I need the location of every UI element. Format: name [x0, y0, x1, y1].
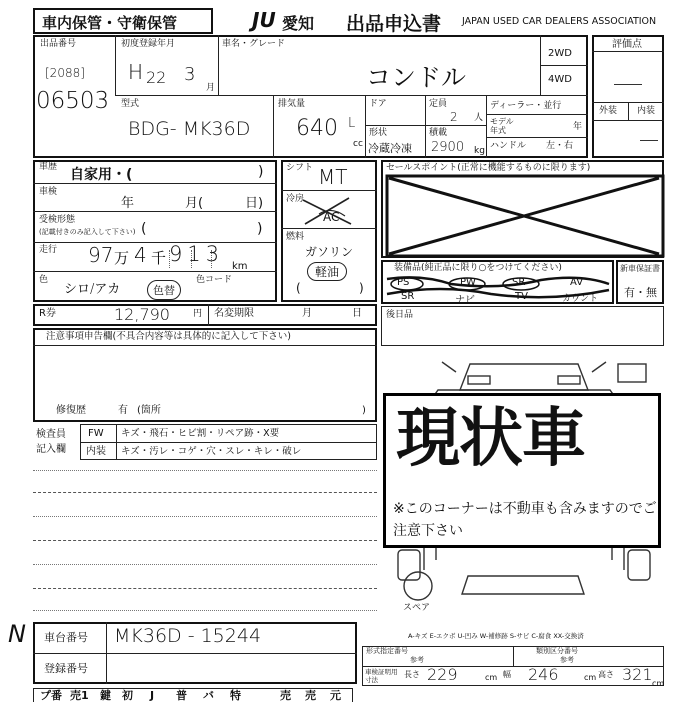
- model-year-unit: 年: [573, 122, 583, 132]
- inspection-year: 年: [121, 196, 135, 211]
- name-change-label: 名変期限: [214, 308, 254, 319]
- lot-number: 06503: [36, 88, 110, 114]
- type-spec-ref: 参考: [410, 656, 424, 664]
- later-items-label: 後日品: [386, 310, 414, 320]
- car-name-value: コンドル: [366, 63, 467, 92]
- inspector-fw-label: FW: [88, 428, 104, 439]
- chassis-value: MK36D - 15244: [114, 625, 262, 647]
- fuel-gas: ガソリン: [305, 245, 354, 259]
- equipment-row2-2: TV: [515, 291, 528, 302]
- lot-label: 出品番号: [40, 39, 77, 49]
- shape-value: 冷蔵冷凍: [368, 142, 412, 155]
- spare-label: スペア: [403, 603, 431, 613]
- later-items-box: [381, 306, 664, 346]
- shape-label: 形状: [369, 128, 388, 138]
- inspector-fw-items: キズ・飛石・ヒビ割・リペア跡・X要: [121, 428, 280, 439]
- bottom-cell-0: プ番: [40, 689, 62, 702]
- displacement-cc: cc: [353, 139, 363, 149]
- bottom-cell-5: 普: [176, 689, 187, 702]
- fuel-diesel: 軽油: [307, 262, 347, 281]
- repair-value: 有: [118, 405, 128, 416]
- bottom-cell-2: 鍵: [100, 689, 111, 702]
- inspection-month: 月(: [185, 196, 204, 211]
- sales-point-cross: [381, 160, 664, 258]
- width-value: 246: [528, 665, 559, 684]
- first-reg-year: 22: [146, 68, 167, 87]
- fuel-paren-open: (: [296, 281, 301, 295]
- capacity-unit: 人: [474, 113, 484, 123]
- equipment-row1-3: AV: [570, 277, 584, 288]
- warranty-label: 新車保証書: [620, 264, 660, 273]
- bottom-cell-7: 特: [230, 689, 241, 702]
- displacement-value: 640: [296, 116, 338, 141]
- bottom-cell-3: 初: [122, 689, 133, 702]
- dims-label: 車検証明用 寸法: [365, 668, 398, 684]
- color-swap: 色替: [147, 280, 181, 300]
- opt-4wd: 4WD: [548, 74, 572, 85]
- displacement-label: 排気量: [278, 99, 306, 109]
- history-label: 車歴: [39, 162, 58, 172]
- first-reg-era: H: [128, 60, 144, 84]
- length-value: 229: [427, 665, 458, 684]
- capacity-value: 2: [450, 110, 458, 124]
- status-note: ※このコーナーは不動車も含みますのでご注意下さい: [393, 501, 657, 539]
- equipment-row1-1: PW: [460, 277, 476, 288]
- type-spec-label: 形式指定番号: [366, 647, 408, 655]
- color-value: シロ/アカ: [64, 282, 121, 297]
- equipment-cross-marks: [381, 260, 614, 304]
- bottom-cell-10: 元: [330, 689, 341, 702]
- dealer-label: ディーラー・並行: [490, 101, 562, 111]
- equipment-row2-0: SR: [401, 291, 415, 302]
- fuel-paren-close: ): [359, 281, 364, 295]
- handle-label: ハンドル: [490, 141, 527, 151]
- mileage-u2: 千: [151, 249, 167, 267]
- receive-paren-open: (: [141, 221, 147, 237]
- first-reg-month: 3: [184, 64, 196, 85]
- height-label: 高さ: [598, 670, 614, 679]
- fuel-label: 燃料: [286, 232, 305, 242]
- inspection-day: 日): [245, 196, 264, 211]
- model-year-label: モデル 年式: [490, 117, 514, 135]
- mileage-u1: 万: [114, 249, 130, 267]
- logo-text: 愛知: [282, 14, 315, 33]
- inspector-in-label: 内装: [86, 446, 106, 457]
- bottom-cell-6: バ: [203, 689, 214, 702]
- bottom-cell-1: 売1: [70, 689, 89, 702]
- sales-point-label: セールスポイント(正常に機能するものに限ります): [386, 163, 591, 173]
- ac-value: AC: [323, 210, 340, 224]
- bottom-cell-9: 売: [305, 689, 316, 702]
- first-reg-label: 初度登録年月: [121, 39, 176, 49]
- ac-cross-mark: [281, 190, 377, 228]
- capacity-label: 定員: [429, 99, 448, 109]
- height-value: 321: [622, 665, 653, 684]
- lot-sub-number: [2088]: [45, 66, 85, 80]
- opt-2wd: 2WD: [548, 48, 572, 59]
- model-label: 型式: [121, 99, 140, 109]
- exterior-label: 外装: [599, 106, 618, 116]
- repair-label: 修復歴: [56, 405, 86, 416]
- equipment-row1-2: SR: [512, 277, 526, 288]
- history-close: ): [258, 164, 264, 180]
- ticket-unit: 円: [193, 309, 203, 319]
- shift-value: MT: [318, 165, 348, 189]
- chassis-label: 車台番号: [44, 631, 88, 644]
- inspection-label: 車検: [39, 187, 58, 197]
- repair-paren: (箇所: [137, 405, 161, 416]
- length-label: 長さ: [404, 670, 420, 679]
- mileage-v3: 913: [169, 242, 225, 266]
- car-name-label: 車名・グレード: [222, 39, 286, 49]
- first-reg-month-unit: 月: [206, 83, 216, 93]
- mileage-v1: 97: [88, 243, 114, 267]
- status-title: 現状車: [396, 402, 585, 476]
- ticket-value: 12,790: [114, 305, 170, 324]
- inspector-in-items: キズ・汚レ・コゲ・穴・スレ・キレ・破レ: [121, 446, 302, 457]
- class-spec-label: 類別区分番号: [536, 647, 578, 655]
- displacement-unit: L: [348, 116, 356, 131]
- bottom-cell-4: J: [150, 689, 155, 702]
- receive-note: (記載付きのみ記入して下さい): [39, 228, 136, 236]
- load-value: 2900: [431, 140, 465, 155]
- mileage-unit: km: [232, 261, 248, 272]
- receive-label: 受検形態: [39, 215, 76, 225]
- storage-label: 車内保管・守衛保管: [42, 14, 178, 32]
- equipment-row2-3: カウント: [562, 294, 599, 304]
- reg-number-label: 登録番号: [44, 662, 88, 675]
- width-unit: cm: [584, 673, 597, 682]
- load-label: 積載: [429, 128, 448, 138]
- ticket-box: [33, 304, 377, 326]
- mileage-label: 走行: [39, 245, 58, 255]
- equipment-row1-0: PS: [397, 277, 410, 288]
- mileage-v2: 4: [134, 243, 147, 267]
- model-value: BDG- MK36D: [128, 118, 251, 140]
- height-unit: cm: [652, 679, 665, 688]
- name-change-day: 日: [352, 308, 362, 319]
- receive-paren-close: ): [257, 221, 263, 237]
- class-spec-ref: 参考: [560, 656, 574, 664]
- width-label: 幅: [503, 670, 511, 679]
- logo-mark: JU: [252, 8, 276, 32]
- history-value: 自家用・(: [70, 167, 133, 183]
- interior-label: 内装: [637, 106, 656, 116]
- association-name: JAPAN USED CAR DEALERS ASSOCIATION: [462, 16, 657, 27]
- equipment-label: 装備品(純正品に限り○をつけてください): [394, 263, 562, 273]
- repair-close: ): [362, 405, 366, 416]
- color-code-label: 色コード: [196, 275, 233, 285]
- door-label: ドア: [369, 99, 387, 109]
- warranty-value: 有・無: [624, 286, 657, 299]
- load-unit: kg: [474, 146, 485, 156]
- margin-mark: N: [8, 620, 26, 648]
- handle-options: 左・右: [546, 141, 574, 151]
- ticket-label: R券: [39, 308, 56, 319]
- notes-label: 注意事項申告欄(不具合内容等は具体的に記入して下さい): [46, 331, 291, 342]
- length-unit: cm: [485, 673, 498, 682]
- equipment-row2-1: ナビ: [455, 295, 475, 306]
- form-title: 出品申込書: [346, 13, 442, 35]
- bottom-cell-8: 売: [280, 689, 291, 702]
- damage-legend: A-キズ E-エクボ U-凹み W-補修跡 S-サビ C-腐食 XX-交換済: [408, 632, 584, 640]
- inspector-label: 検査員 記入欄: [36, 429, 66, 455]
- ac-label: 冷房: [286, 194, 305, 204]
- color-label: 色: [39, 275, 49, 285]
- name-change-month: 月: [302, 308, 312, 319]
- rating-label: 評価点: [612, 39, 642, 50]
- shift-label: シフト: [286, 163, 314, 173]
